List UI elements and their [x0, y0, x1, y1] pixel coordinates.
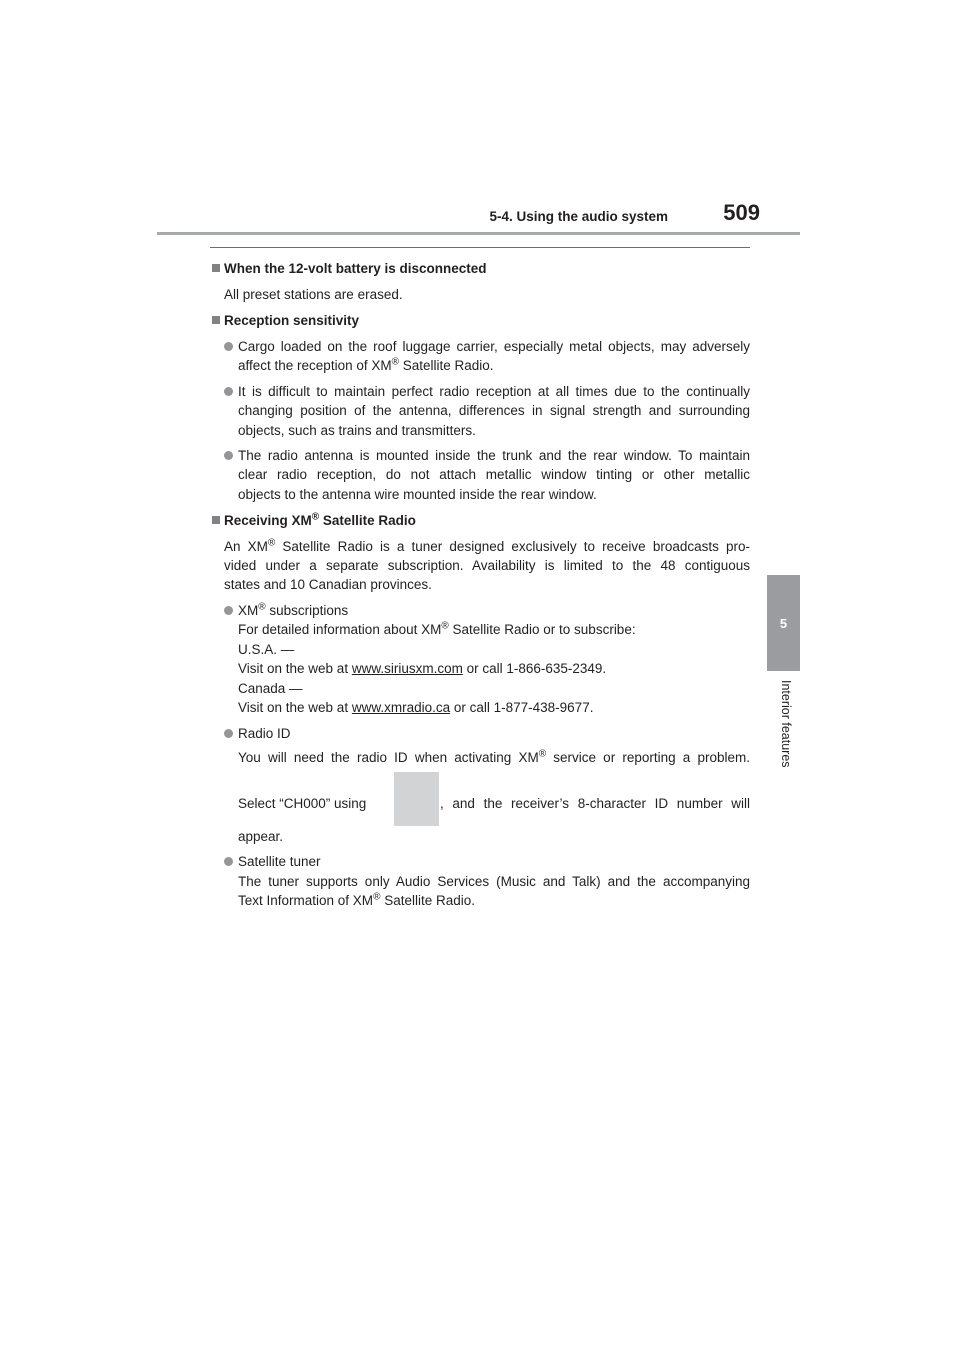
bullet-dot-icon	[224, 387, 233, 396]
reception-bullet1-line1: Cargo loaded on the roof luggage carrier, especially metal objects, may adversely	[238, 339, 750, 354]
reception-bullet1-line2: affect the reception of XM® Satellite Radio.	[238, 356, 494, 373]
header-divider	[157, 232, 800, 235]
radio-id-line2-pre: Select “CH000” using	[238, 796, 367, 811]
heading-reception: Reception sensitivity	[224, 313, 360, 328]
bullet-dot-icon	[224, 857, 233, 866]
heading-square-icon	[212, 316, 220, 324]
receiving-para-line1: An XM® Satellite Radio is a tuner designed exclusively to receive broadcasts pro-	[224, 537, 750, 554]
radio-id-line1: You will need the radio ID when activating XM® service or reporting a problem.	[238, 748, 750, 765]
reception-bullet2-line2: changing position of the antenna, differences in signal strength and surrounding	[238, 403, 750, 418]
tune-button-icon[interactable]	[394, 772, 439, 826]
content-divider	[210, 247, 750, 248]
subscriptions-title: XM® subscriptions	[238, 601, 349, 618]
bullet-dot-icon	[224, 451, 233, 460]
receiving-para-line2: vided under a separate subscription. Availability is limited to the 48 contiguous	[224, 558, 750, 573]
canada-label: Canada —	[238, 681, 303, 696]
reception-bullet3-line1: The radio antenna is mounted inside the trunk and the rear window. To maintain	[238, 448, 750, 463]
heading-receiving: Receiving XM® Satellite Radio	[224, 511, 416, 528]
tuner-title: Satellite tuner	[238, 854, 321, 869]
canada-contact: Visit on the web at www.xmradio.ca or call 1-877-438-9677.	[238, 700, 594, 715]
subscriptions-info: For detailed information about XM® Satellite Radio or to subscribe:	[238, 620, 636, 637]
section-title: 5-4. Using the audio system	[489, 209, 668, 224]
page-number: 509	[723, 200, 760, 225]
bullet-dot-icon	[224, 729, 233, 738]
siriusxm-link[interactable]: www.siriusxm.com	[351, 661, 463, 676]
reception-bullet2-line1: It is difficult to maintain perfect radio reception at all times due to the continually	[238, 384, 750, 399]
bullet-dot-icon	[224, 342, 233, 351]
radio-id-line3: appear.	[238, 829, 284, 844]
radio-id-line2-post: , and the receiver’s 8-character ID number will	[440, 796, 750, 811]
chapter-label: Interior features	[779, 680, 793, 768]
reception-bullet3-line3: objects to the antenna wire mounted inside the rear window.	[238, 487, 597, 502]
tuner-line1: The tuner supports only Audio Services (Music and Talk) and the accompanying	[238, 874, 750, 889]
receiving-para-line3: states and 10 Canadian provinces.	[224, 577, 432, 592]
usa-contact: Visit on the web at www.siriusxm.com or call 1-866-635-2349.	[238, 661, 607, 676]
chapter-number: 5	[779, 615, 788, 631]
bullet-dot-icon	[224, 606, 233, 615]
heading-battery: When the 12-volt battery is disconnected	[224, 261, 487, 276]
radio-id-title: Radio ID	[238, 726, 291, 741]
reception-bullet3-line2: clear radio reception, do not attach metallic window tinting or other metallic	[238, 467, 750, 482]
battery-body: All preset stations are erased.	[224, 287, 403, 302]
usa-label: U.S.A. —	[238, 642, 295, 657]
tuner-line2: Text Information of XM® Satellite Radio.	[238, 891, 475, 908]
xmradio-link[interactable]: www.xmradio.ca	[351, 700, 451, 715]
heading-square-icon	[212, 516, 220, 524]
heading-square-icon	[212, 264, 220, 272]
chapter-tab[interactable]	[767, 575, 800, 671]
reception-bullet2-line3: objects, such as trains and transmitters.	[238, 423, 476, 438]
